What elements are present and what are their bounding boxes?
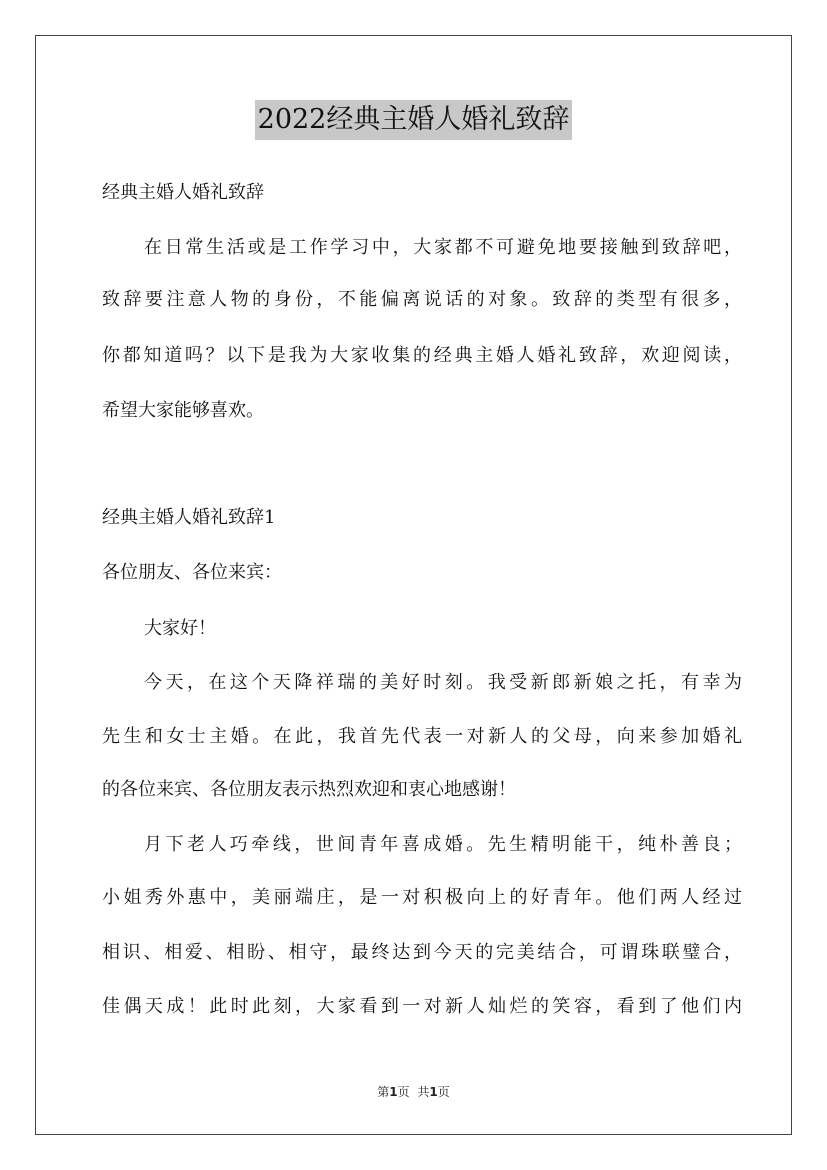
title-container	[0, 100, 827, 140]
footer-total-suffix: 页	[437, 1085, 450, 1099]
footer-page-number: 1	[389, 1085, 398, 1099]
para2-line-3: 相识、相爱、相盼、相守，最终达到今天的完美结合，可谓珠联璧合，	[102, 942, 742, 963]
para1-line-2: 先生和女士主婚。在此，我首先代表一对新人的父母，向来参加婚礼	[102, 726, 742, 747]
para2-line-4: 佳偶天成！此时此刻，大家看到一对新人灿烂的笑容，看到了他们内	[102, 996, 742, 1017]
footer-page-suffix: 页	[397, 1085, 410, 1099]
intro-line-4: 希望大家能够喜欢。	[102, 400, 264, 421]
para1-line-1: 今天，在这个天降祥瑞的美好时刻。我受新郎新娘之托，有幸为	[144, 672, 742, 693]
intro-line-3: 你都知道吗？以下是我为大家收集的经典主婚人婚礼致辞，欢迎阅读，	[102, 345, 742, 366]
para2-line-1: 月下老人巧牵线，世间青年喜成婚。先生精明能干，纯朴善良；	[144, 834, 742, 855]
greeting: 大家好！	[144, 618, 216, 639]
salutation: 各位朋友、各位来宾：	[102, 562, 282, 583]
page-footer	[0, 1084, 827, 1100]
section-heading: 经典主婚人婚礼致辞1	[102, 507, 276, 528]
footer-total-prefix: 共	[417, 1085, 430, 1099]
footer-total-number: 1	[429, 1085, 438, 1099]
footer-page-prefix: 第	[377, 1085, 390, 1099]
document-subtitle: 经典主婚人婚礼致辞	[102, 182, 264, 203]
intro-line-2: 致辞要注意人物的身份，不能偏离说话的对象。致辞的类型有很多，	[102, 289, 742, 310]
intro-line-1: 在日常生活或是工作学习中，大家都不可避免地要接触到致辞吧，	[144, 237, 742, 258]
para2-line-2: 小姐秀外惠中，美丽端庄，是一对积极向上的好青年。他们两人经过	[102, 887, 742, 908]
para1-line-3: 的各位来宾、各位朋友表示热烈欢迎和衷心地感谢！	[102, 779, 516, 800]
document-title: 2022经典主婚人婚礼致辞	[255, 100, 573, 140]
